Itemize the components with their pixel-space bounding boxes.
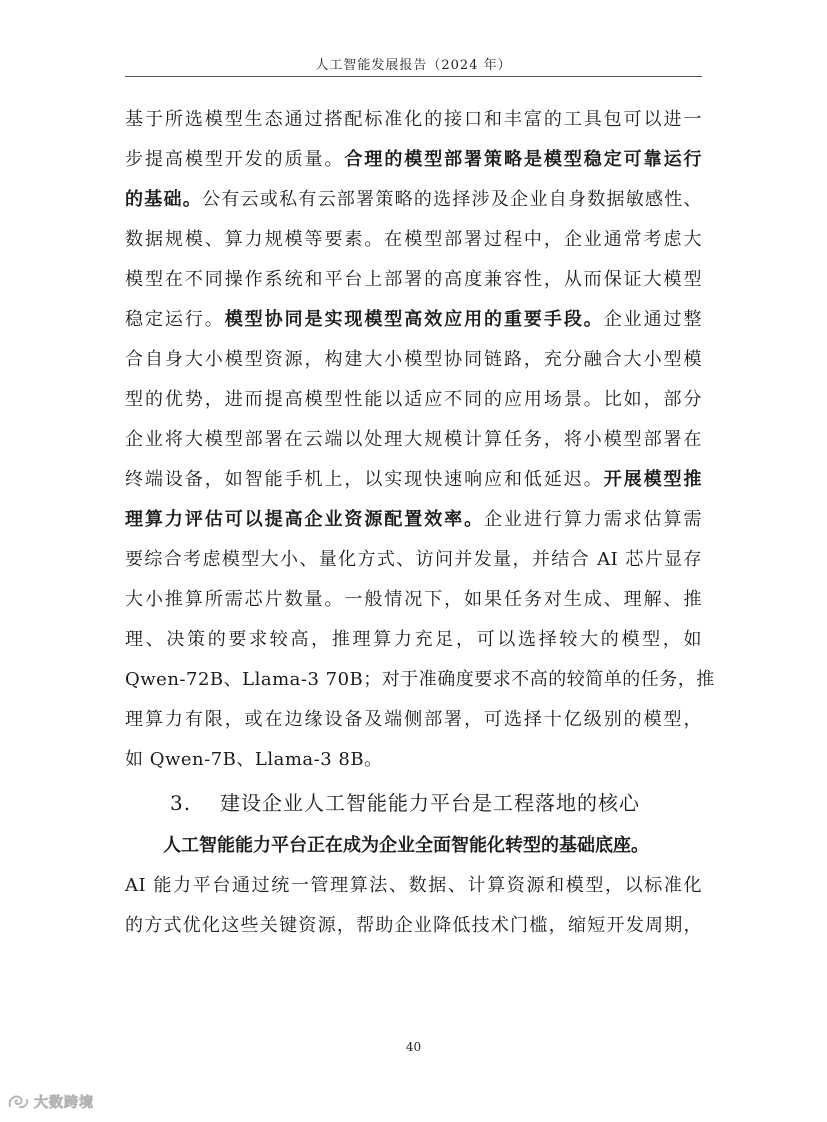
text-line: 大小推算所需芯片数量。一般情况下，如果任务对生成、理解、推 bbox=[125, 589, 702, 610]
text-line: 数据规模、算力规模等要素。在模型部署过程中，企业通常考虑大 bbox=[125, 229, 702, 250]
text-line: 模型在不同操作系统和平台上部署的高度兼容性，从而保证大模型 bbox=[125, 269, 702, 290]
emphasis-text: 模型协同是实现模型高效应用的重要手段。 bbox=[224, 309, 604, 330]
text-line: Qwen-72B、Llama-3 70B；对于准确度要求不高的较简单的任务，推 bbox=[125, 669, 715, 690]
section-heading bbox=[125, 780, 702, 826]
emphasis-text: 的基础。 bbox=[125, 189, 203, 210]
watermark bbox=[6, 1092, 94, 1112]
header-divider bbox=[125, 76, 702, 77]
text-line: 理、决策的要求较高，推理算力充足，可以选择较大的模型，如 bbox=[125, 629, 702, 650]
text-line: 稳定运行。模型协同是实现模型高效应用的重要手段。企业通过整 bbox=[125, 309, 703, 330]
main-text bbox=[125, 100, 715, 946]
text-line: 型的优势，进而提高模型性能以适应不同的应用场景。比如，部分 bbox=[125, 389, 702, 410]
text-line: AI 能力平台通过统一管理算法、数据、计算资源和模型，以标准化 bbox=[125, 875, 702, 896]
section-number: 3. bbox=[170, 791, 192, 815]
paragraph-lead: 人工智能能力平台正在成为企业全面智能化转型的基础底座。 bbox=[163, 835, 649, 856]
page-number: 40 bbox=[405, 1040, 422, 1054]
running-header: 人工智能发展报告（2024 年） bbox=[315, 58, 512, 73]
emphasis-text: 理算力评估可以提高企业资源配置效率。 bbox=[125, 509, 485, 530]
logo-swirl-icon bbox=[6, 1092, 30, 1112]
text-line: 理算力有限，或在边缘设备及端侧部署，可选择十亿级别的模型， bbox=[125, 709, 702, 730]
section-title: 建设企业人工智能能力平台是工程落地的核心 bbox=[220, 791, 640, 815]
text-line: 终端设备，如智能手机上，以实现快速响应和低延迟。开展模型推 bbox=[125, 469, 703, 490]
text-line: 要综合考虑模型大小、量化方式、访问并发量，并结合 AI 芯片显存 bbox=[125, 549, 702, 570]
emphasis-text: 合理的模型部署策略是模型稳定可靠运行 bbox=[344, 149, 703, 170]
text-line: 基于所选模型生态通过搭配标准化的接口和丰富的工具包可以进一 bbox=[125, 109, 702, 130]
emphasis-text: 开展模型推 bbox=[603, 469, 703, 490]
text-line: 理算力评估可以提高企业资源配置效率。企业进行算力需求估算需 bbox=[125, 509, 703, 530]
text-line: 的基础。公有云或私有云部署策略的选择涉及企业自身数据敏感性、 bbox=[125, 189, 703, 210]
text-line: 步提高模型开发的质量。合理的模型部署策略是模型稳定可靠运行 bbox=[125, 149, 703, 170]
text-line: 如 Qwen-7B、Llama-3 8B。 bbox=[125, 749, 383, 770]
watermark-text: 大数跨境 bbox=[34, 1095, 94, 1111]
text-line: 合自身大小模型资源，构建大小模型协同链路，充分融合大小型模 bbox=[125, 349, 702, 370]
text-line: 的方式优化这些关键资源，帮助企业降低技术门槛，缩短开发周期， bbox=[125, 915, 702, 936]
text-line: 企业将大模型部署在云端以处理大规模计算任务，将小模型部署在 bbox=[125, 429, 702, 450]
